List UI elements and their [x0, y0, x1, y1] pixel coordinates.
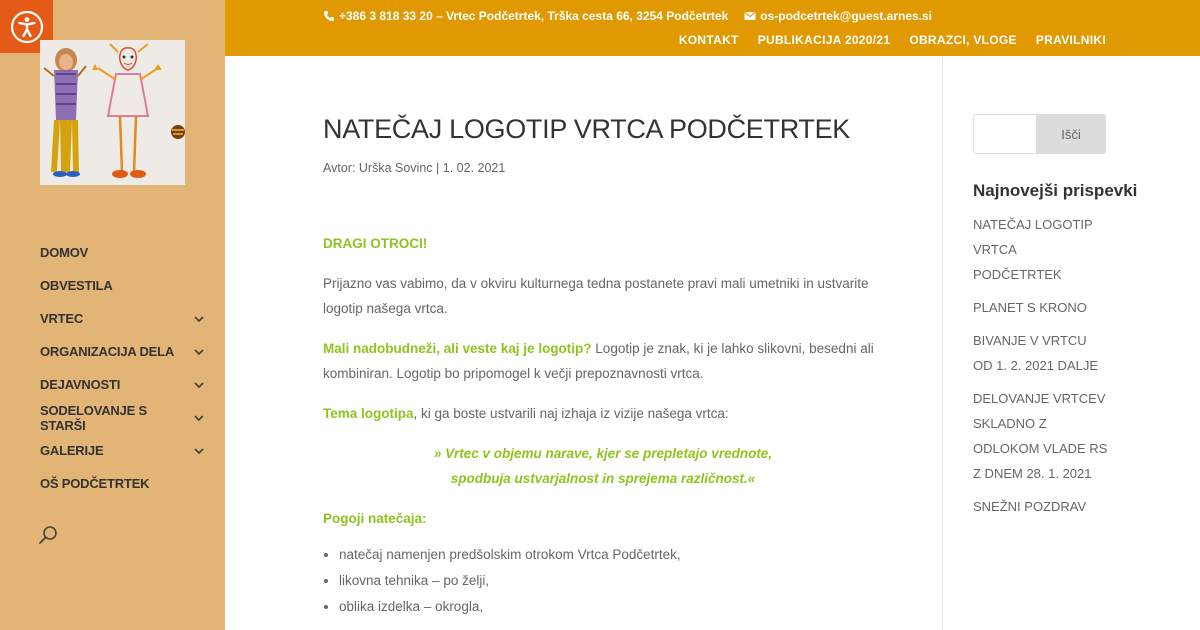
sidebar-item-dejavnosti[interactable] [40, 368, 210, 401]
phone-icon [323, 10, 335, 22]
sidebar-item-label: SODELOVANJE S STARŠI [40, 402, 147, 433]
list-item: • natečaj namenjen predšolskim otrokom Vrtca Podčetrtek, [339, 542, 883, 568]
envelope-icon [744, 10, 756, 22]
child-drawing-logo [40, 40, 185, 185]
quote-line-1: » Vrtec v objemu narave, kjer se prepletajo vrednote, [433, 446, 773, 461]
sidebar-item-label: OŠ PODČETRTEK [40, 476, 150, 491]
contact-phone: +386 3 818 33 20 – Vrtec Podčetrtek, Trška cesta 66, 3254 Podčetrtek [339, 9, 729, 23]
recent-post-link[interactable]: NATEČAJ LOGOTIP VRTCA PODČETRTEK [973, 217, 1093, 282]
post-greeting: DRAGI OTROCI! [323, 236, 428, 251]
sidebar-item-organizacija-dela[interactable] [40, 335, 210, 368]
recent-post-link[interactable]: SNEŽNI POZDRAV [973, 499, 1087, 514]
sidebar-item-label: GALERIJE [40, 443, 104, 458]
post-date: 1. 02. 2021 [442, 161, 506, 175]
post-author-link[interactable]: Urška Sovinc [358, 161, 433, 175]
contact-email-link[interactable] [744, 9, 932, 23]
contact-email: os-podcetrtek@guest.arnes.si [760, 9, 933, 23]
list-item: • likovna tehnika – po želji, [339, 568, 883, 594]
sidebar-item-sodelovanje-s-starši[interactable] [40, 401, 210, 434]
recent-post-link[interactable]: BIVANJE V VRTCU OD 1. 2. 2021 DALJE [973, 333, 1099, 373]
recent-posts-list [973, 212, 1108, 527]
theme-text: , ki ga boste ustvarili naj izhaja iz vizije našega vrtca: [413, 406, 729, 421]
post-meta [323, 161, 883, 175]
sidebar-item-obvestila[interactable] [40, 269, 210, 302]
site-logo[interactable] [40, 40, 185, 185]
vision-quote [323, 441, 883, 491]
chevron-down-icon[interactable] [192, 411, 206, 425]
conditions-list [339, 542, 883, 620]
recent-post-link[interactable]: DELOVANJE VRTCEV SKLADNO Z ODLOKOM VLADE RS Z DNEM 28. 1. 2021 [973, 391, 1108, 481]
top-header [225, 0, 1200, 56]
sidebar-item-galerije[interactable] [40, 434, 210, 467]
search-button[interactable]: Išči [1036, 114, 1106, 154]
content-divider [942, 56, 943, 630]
post-title: NATEČAJ LOGOTIP VRTCA PODČETRTEK [323, 114, 851, 144]
topnav-obrazci-vloge[interactable]: OBRAZCI, VLOGE [909, 33, 1017, 47]
top-nav [679, 33, 1106, 47]
chevron-down-icon[interactable] [192, 444, 206, 458]
topnav-pravilniki[interactable]: PRAVILNIKI [1035, 33, 1106, 47]
sidebar-item-label: DOMOV [40, 245, 89, 260]
accessibility-icon [10, 10, 44, 44]
sidebar [0, 0, 225, 630]
post-content [323, 56, 883, 620]
sidebar-item-domov[interactable] [40, 236, 210, 269]
recent-posts-title: Najnovejši prispevki [973, 181, 1138, 200]
sidebar-item-label: OBVESTILA [40, 278, 113, 293]
chevron-down-icon[interactable] [192, 312, 206, 326]
meta-separator: | [436, 161, 443, 175]
chevron-down-icon[interactable] [192, 378, 206, 392]
conditions-title: Pogoji natečaja: [323, 511, 427, 526]
search-input[interactable] [973, 114, 1036, 154]
sidebar-item-vrtec[interactable] [40, 302, 210, 335]
widget-search-form [973, 114, 1106, 154]
chevron-down-icon[interactable] [192, 345, 206, 359]
logo-question: Mali nadobudneži, ali veste kaj je logotip? [323, 341, 592, 356]
logo-explanation: Logotip je znak, ki je lahko slikovni, besedni ali kombiniran. Logotip bo pripomogel k večji prepoznavnosti vrtca. [323, 341, 874, 381]
quote-line-2: spodbuja ustvarjalnost in sprejema različnost.« [450, 471, 756, 486]
list-item: • oblika izdelka – okrogla, [339, 594, 883, 620]
sidebar-item-oš-podčetrtek[interactable] [40, 467, 210, 500]
main-nav [40, 236, 210, 500]
post-body [323, 231, 883, 620]
post-paragraph-theme [323, 401, 883, 426]
topnav-kontakt[interactable]: KONTAKT [678, 33, 739, 47]
sidebar-item-label: VRTEC [40, 311, 84, 326]
post-paragraph-logo [323, 336, 883, 386]
contact-info [323, 9, 932, 23]
recent-post-link[interactable]: PLANET S KRONO [973, 300, 1087, 315]
post-paragraph-invite: Prijazno vas vabimo, da v okviru kulturnega tedna postanete pravi mali umetniki in ustvarite logotip našega vrtca. [323, 276, 869, 316]
sidebar-item-label: DEJAVNOSTI [40, 377, 121, 392]
theme-lead: Tema logotipa [323, 406, 414, 421]
sidebar-item-label: ORGANIZACIJA DELA [40, 344, 175, 359]
topnav-publikacija[interactable]: PUBLIKACIJA 2020/21 [757, 33, 891, 47]
meta-author-prefix: Avtor: [323, 161, 359, 175]
search-icon[interactable] [38, 524, 60, 546]
